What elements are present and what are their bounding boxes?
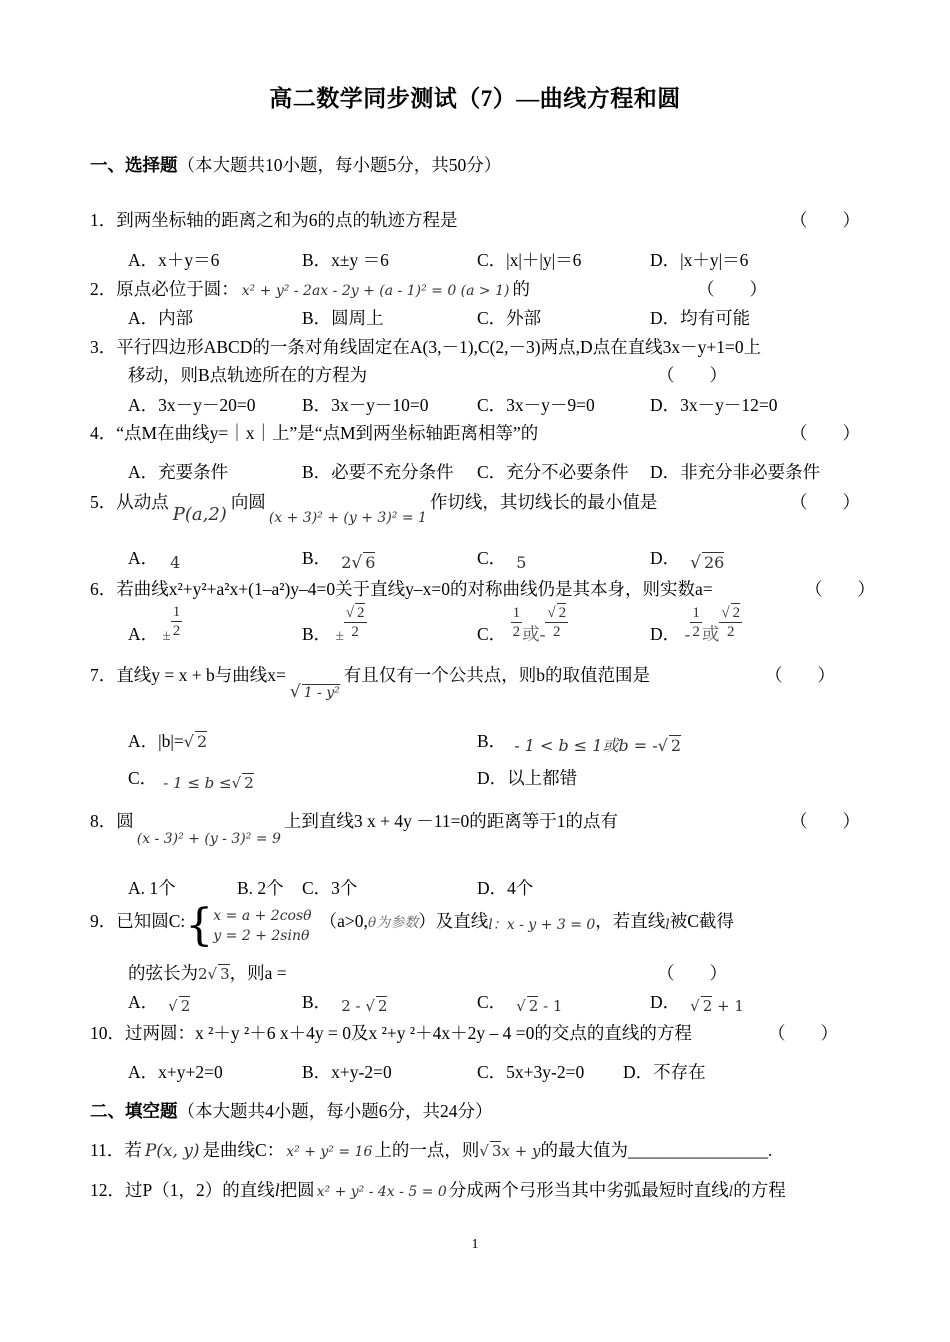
q7-option-a	[128, 728, 207, 753]
option-label: C．	[477, 548, 507, 568]
option-label: B．	[302, 992, 332, 1012]
sqrt-icon: √	[365, 997, 375, 1015]
q7-a-radicand: 2	[196, 732, 208, 751]
q7-bracket: （ ）	[765, 665, 835, 685]
sqrt-icon: √	[289, 682, 301, 702]
q3-stem-line1: 3．平行四边形ABCD的一条对角线固定在A(3,－1),C(2,－3)两点,D点在直线3x－y+1=0上	[90, 337, 762, 357]
q5-circle: (x + 3)² + (y + 3)² = 1	[268, 510, 427, 526]
section-heading-fill	[90, 1098, 493, 1123]
q7-c-math: - 1 ≤ b ≤	[163, 774, 232, 792]
sqrt-icon: √	[516, 997, 526, 1015]
q7-suffix: 有且仅有一个公共点，则b的取值范围是	[343, 665, 651, 685]
q9-suffix: ，若直线	[595, 911, 666, 932]
q5-option-b	[302, 545, 376, 573]
q8-option-a: A. 1个	[128, 878, 176, 898]
sqrt-icon: √	[345, 605, 355, 621]
q1-option-c: C．|x|＋|y|＝6	[477, 250, 582, 270]
section1-heading: 一、选择题	[90, 155, 178, 175]
q9-chord-radicand: 3	[220, 965, 230, 983]
q9-line2-suffix: ，则a =	[229, 963, 287, 983]
option-label: D．	[650, 624, 681, 645]
q7-b-radicand: 2	[670, 736, 682, 755]
sqrt-icon: √	[690, 553, 701, 573]
q10-option-c: C．5x+3y-2=0	[477, 1062, 585, 1082]
q9-line-eq: ：x - y + 3 = 0	[492, 917, 596, 934]
q1-option-a: A．x＋y＝6	[128, 250, 220, 270]
q9-option-a	[128, 989, 190, 1014]
q7-radicand: 1 - y²	[303, 685, 340, 701]
q2-bracket: （ ）	[697, 279, 767, 299]
q2-stem	[90, 276, 530, 301]
q2-option-c: C．外部	[477, 308, 542, 328]
sqrt-icon: √	[168, 997, 178, 1015]
q12-stem	[90, 1177, 786, 1202]
q4-option-c: C．充分不必要条件	[477, 462, 629, 482]
q11-curve: x² + y² = 16	[286, 1144, 373, 1160]
frac-num: 1	[172, 604, 181, 620]
q9-stem-line2	[128, 960, 287, 985]
or-word: 或	[522, 624, 540, 645]
q12-mid: 把圆	[279, 1180, 315, 1200]
q11-expr-post: x + y	[501, 1142, 541, 1160]
q12-line-l: l	[274, 1180, 280, 1200]
q10-option-b: B．x+y-2=0	[302, 1062, 392, 1082]
q3-option-d: D．3x－y－12=0	[650, 395, 778, 415]
option-label: C．	[477, 992, 507, 1012]
q6-option-c	[477, 603, 568, 645]
q9-eq2: y = 2 + 2sinθ	[213, 928, 310, 944]
q7-option-b	[477, 728, 681, 753]
q7-option-d: D．以上都错	[477, 768, 578, 788]
sqrt-icon: √	[183, 732, 194, 751]
q4-bracket: （ ）	[790, 423, 860, 443]
q7-c-radicand: 2	[244, 774, 254, 792]
q2-option-d: D．均有可能	[650, 308, 751, 328]
q6-option-d	[650, 603, 742, 645]
q2-prefix: 2．原点必位于圆：	[90, 279, 239, 299]
q10-option-d: D．不存在	[623, 1062, 706, 1082]
q5-suffix: 作切线，其切线长的最小值是	[429, 492, 658, 512]
q9-b-radicand: 2	[377, 997, 388, 1015]
q8-option-c: C．3个	[302, 878, 358, 898]
frac-den: 2	[512, 623, 521, 640]
q7-stem	[90, 662, 651, 702]
q5-stem	[90, 489, 658, 526]
q4-option-d: D．非充分非必要条件	[650, 462, 821, 482]
option-label: A．	[128, 548, 159, 568]
q1-option-d: D．|x＋y|＝6	[650, 250, 749, 270]
q9-b-pre: 2 -	[341, 997, 361, 1015]
q11-mid: 是曲线C：	[202, 1140, 285, 1160]
minus-sign: -	[684, 624, 691, 645]
pm-sign: ±	[335, 628, 344, 645]
frac-den: 2	[692, 623, 700, 640]
q9-eq1: x = a + 2cosθ	[213, 908, 312, 924]
q5-mid: 向圆	[230, 492, 266, 512]
sqrt-icon: √	[721, 605, 730, 621]
q1-stem: 1．到两坐标轴的距离之和为6的点的轨迹方程是	[90, 210, 458, 230]
q1-bracket: （ ）	[790, 210, 860, 230]
q7-option-c	[128, 765, 254, 790]
q12-suffix2: 的方程	[733, 1180, 786, 1200]
sqrt-icon: √	[657, 736, 668, 755]
q4-option-b: B．必要不充分条件	[302, 462, 454, 482]
q8-option-b: B. 2个	[237, 878, 284, 898]
frac-num: 1	[692, 604, 700, 621]
q9-option-d	[650, 989, 744, 1014]
q3-bracket: （ ）	[657, 365, 727, 385]
q9-option-b	[302, 989, 387, 1014]
q5-b-coef: 2	[341, 553, 352, 572]
page-number: 1	[471, 1237, 479, 1252]
frac-num-radicand: 2	[558, 605, 567, 621]
option-label: D．	[650, 548, 681, 568]
q11-point: P(x, y)	[144, 1141, 200, 1161]
q9-line2-prefix: 的弦长为	[128, 963, 198, 983]
q6-option-b	[302, 603, 367, 645]
q12-prefix: 12．过P（1，2）的直线	[90, 1180, 275, 1200]
q5-point: P(a,2)	[172, 504, 227, 525]
section2-note: （本大题共4小题，每小题6分，共24分）	[177, 1101, 493, 1121]
option-label: C．	[128, 768, 158, 788]
q8-stem	[90, 808, 618, 847]
q8-option-d: D．4个	[477, 878, 534, 898]
q11-prefix: 11．若	[90, 1140, 142, 1160]
sqrt-icon: √	[690, 997, 700, 1015]
pm-sign: ±	[162, 627, 171, 644]
q10-option-a: A．x+y+2=0	[128, 1062, 223, 1082]
frac-num-radicand: 2	[357, 605, 365, 621]
option-label: B．	[302, 624, 332, 645]
section-heading-choice	[90, 152, 501, 177]
section2-heading: 二、填空题	[90, 1101, 178, 1121]
q12-line-l: l	[728, 1184, 734, 1200]
option-label: D．	[650, 992, 681, 1012]
q9-c-radicand: 2	[528, 997, 539, 1015]
q4-stem: 4．“点M在曲线y=｜x｜上”是“点M到两坐标轴距离相等”的	[90, 423, 539, 443]
sqrt-icon: √	[479, 1142, 489, 1160]
q5-option-a	[128, 545, 180, 570]
q9-bracket: （ ）	[657, 963, 727, 983]
or-word: 或	[701, 624, 720, 645]
page-title: 高二数学同步测试（7）—曲线方程和圆	[269, 86, 681, 111]
option-label: A．	[128, 992, 159, 1012]
q11-stem	[90, 1137, 772, 1162]
q9-option-c	[477, 989, 562, 1014]
option-label: A．	[128, 623, 159, 644]
q8-bracket: （ ）	[790, 811, 860, 831]
q9-param: θ为参数	[367, 915, 419, 932]
q8-prefix: 8．圆	[90, 811, 134, 831]
q5-option-d	[650, 545, 725, 573]
q8-circle: (x - 3)² + (y - 3)² = 9	[136, 831, 281, 847]
minus-sign: -	[539, 624, 546, 645]
q5-b-radicand: 6	[365, 553, 376, 572]
sqrt-icon: √	[351, 553, 363, 573]
q9-d-radicand: 2	[702, 997, 713, 1015]
q9-cond: （a>0,	[319, 911, 368, 932]
q9-suffix2: 被C截得	[669, 911, 734, 932]
q9-chord-coef: 2	[198, 965, 208, 983]
q5-option-c	[477, 545, 526, 570]
q2-option-a: A．内部	[128, 308, 194, 328]
option-label: B．	[477, 731, 507, 751]
brace-icon: {	[185, 900, 214, 951]
q1-option-b: B．x±y ＝6	[302, 250, 389, 270]
q9-a-radicand: 2	[180, 997, 191, 1015]
q3-option-b: B．3x－y－10=0	[302, 395, 429, 415]
frac-den: 2	[172, 623, 181, 639]
q9-d-post: + 1	[717, 997, 744, 1015]
frac-den: 2	[553, 624, 561, 640]
q11-mid2: 上的一点，则	[374, 1140, 480, 1160]
q9-c-post: - 1	[543, 997, 563, 1015]
q5-d-radicand: 26	[703, 553, 725, 572]
q9-cond-end: ）及直线	[418, 911, 489, 932]
q12-suffix: 分成两个弓形当其中劣弧最短时直线	[448, 1180, 729, 1200]
q5-bracket: （ ）	[790, 492, 860, 512]
q6-stem: 6．若曲线x²+y²+a²x+(1–a²)y–4=0关于直线y–x=0的对称曲线仍是其本身，则实数a=	[90, 579, 713, 599]
q8-suffix: 上到直线3 x + 4y －11=0的距离等于1的点有	[283, 811, 618, 831]
q9-prefix: 9．已知圆C:	[90, 911, 186, 932]
q9-line-l: l	[665, 917, 670, 934]
q3-stem-line2: 移动，则B点轨迹所在的方程为	[128, 365, 368, 385]
frac-num-radicand: 2	[732, 605, 741, 621]
q7-a-text: A．|b|=	[128, 731, 184, 751]
q10-bracket: （ ）	[768, 1023, 838, 1043]
q6-bracket: （ ）	[805, 579, 875, 599]
q9-stem	[90, 900, 734, 951]
section1-note: （本大题共10小题，每小题5分，共50分）	[177, 155, 502, 175]
q5-prefix: 5．从动点	[90, 492, 169, 512]
q10-stem: 10．过两圆：x ²＋y ²＋6 x＋4y = 0及x ²+y ²＋4x＋2y – 4 =0的交点的直线的方程	[90, 1023, 692, 1043]
option-label: C．	[477, 624, 507, 645]
q3-option-c: C．3x－y－9=0	[477, 395, 595, 415]
sqrt-icon: √	[547, 605, 556, 621]
q7-prefix: 7．直线y = x + b与曲线x=	[90, 665, 286, 685]
q11-radicand: 3	[491, 1142, 502, 1160]
q9-param-system	[213, 906, 311, 946]
q11-suffix: 的最大值为________________.	[540, 1140, 773, 1160]
q4-option-a: A．充要条件	[128, 462, 229, 482]
q12-circle: x² + y² - 4x - 5 = 0	[316, 1184, 447, 1200]
q9-line-l: l	[488, 917, 493, 934]
q3-option-a: A．3x－y－20=0	[128, 395, 256, 415]
q7-b-math: - 1 < b ≤ 1或b = -	[514, 736, 658, 755]
frac-den: 2	[351, 624, 359, 640]
sqrt-icon: √	[231, 774, 242, 792]
q2-suffix: 的	[512, 279, 530, 299]
q2-option-b: B．圆周上	[302, 308, 384, 328]
q5-option-c-value: 5	[516, 553, 527, 572]
option-label: B．	[302, 548, 332, 568]
q2-circle-equation: x² + y² - 2ax - 2y + (a - 1)² = 0 (a > 1)	[241, 283, 510, 299]
q5-option-a-value: 4	[170, 553, 181, 572]
frac-den: 2	[726, 624, 735, 640]
frac-num: 1	[512, 604, 521, 621]
q6-option-a	[128, 603, 182, 644]
sqrt-icon: √	[207, 965, 218, 983]
